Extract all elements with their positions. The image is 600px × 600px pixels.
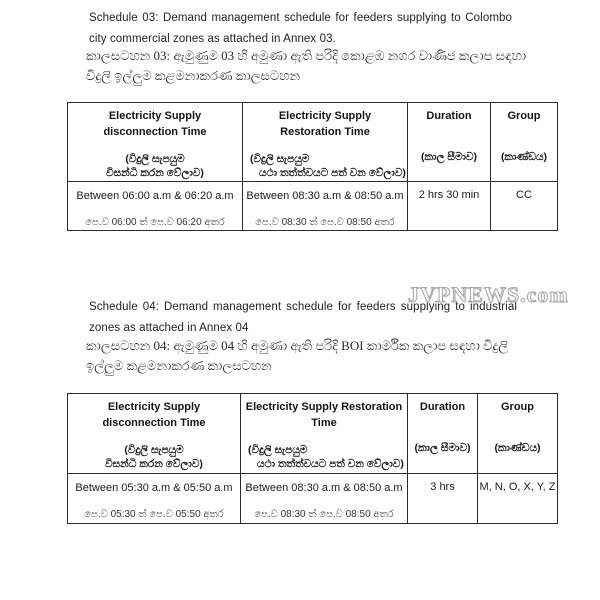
disconnection-title-si-2: විසන්ධි කරන වේලාව) bbox=[105, 458, 203, 470]
schedule04-heading-en: Schedule 04: Demand management schedule for feeders supplying to industrial zones as attached in Annex 04 bbox=[89, 301, 517, 334]
group-title: Group bbox=[501, 401, 534, 413]
disconnection-time-si: පෙ.ව 06:00 ත් පෙ.ව 06:20 අතර bbox=[85, 217, 225, 228]
header-cell-restoration bbox=[241, 394, 408, 474]
group-cell bbox=[478, 474, 558, 524]
disconnection-time-si: පෙ.ව 05:30 ත් පෙ.ව 05:50 අතර bbox=[84, 509, 224, 520]
disconnection-title: Electricity Supply disconnection Time bbox=[103, 110, 207, 138]
duration-cell bbox=[408, 182, 491, 231]
schedule03-data-row bbox=[68, 182, 558, 231]
schedule03-heading-en: Schedule 03: Demand management schedule for feeders supplying to Colombo city commercial zones as attached in Annex 03. bbox=[89, 12, 512, 45]
restoration-title-si-1: (විදුලි සැපයුම bbox=[248, 444, 308, 456]
duration-title: Duration bbox=[419, 401, 466, 413]
disconnection-time-en: Between 06:00 a.m & 06:20 a.m bbox=[76, 190, 234, 202]
duration-title-si: (කාල සීමාව) bbox=[414, 442, 471, 454]
disconnection-title-si-1: (විදුලි සැපයුම bbox=[125, 153, 185, 165]
duration-value: 3 hrs bbox=[430, 481, 455, 493]
group-title-si: (කාණ්ඩය) bbox=[494, 442, 541, 454]
group-cell bbox=[491, 182, 558, 231]
duration-value: 2 hrs 30 min bbox=[418, 189, 480, 201]
disconnection-time-en: Between 05:30 a.m & 05:50 a.m bbox=[75, 482, 233, 494]
disconnection-title-si-2: විසන්ධි කරන වේලාව) bbox=[106, 167, 204, 179]
header-cell-disconnection bbox=[68, 394, 241, 474]
group-title: Group bbox=[507, 110, 541, 122]
schedule04-data-row bbox=[68, 474, 558, 524]
restoration-time-si: පෙ.ව 08:30 ත් පෙ.ව 08:50 අතර bbox=[254, 509, 394, 520]
header-cell-duration bbox=[408, 394, 478, 474]
header-cell-restoration bbox=[243, 103, 408, 182]
schedule03-header-row bbox=[68, 103, 558, 182]
restoration-time-en: Between 08:30 a.m & 08:50 a.m bbox=[246, 190, 404, 202]
restoration-time-si: පෙ.ව 08:30 ත් පෙ.ව 08:50 අතර bbox=[255, 217, 395, 228]
restoration-title: Electricity Supply Restoration Time bbox=[245, 401, 403, 429]
disconnection-time-cell bbox=[68, 182, 243, 231]
schedule03-heading-si: කාලසටහන 03: ඇමුණුම 03 හි අමුණා ඇති පරිදි කොළඹ නගර වාණිජ කලාප සඳහා විදුලි ඉල්ලුම කළමනාකරණ කාලසටහන bbox=[86, 48, 527, 83]
jvpnews-watermark: JVPNEWS.com bbox=[408, 282, 569, 307]
header-cell-duration bbox=[408, 103, 491, 182]
schedule04-table bbox=[67, 393, 558, 524]
header-cell-disconnection bbox=[68, 103, 243, 182]
restoration-time-cell bbox=[241, 474, 408, 524]
duration-title: Duration bbox=[426, 110, 472, 122]
disconnection-time-cell bbox=[68, 474, 241, 524]
restoration-title-si-1: (විදුලි සැපයුම bbox=[250, 153, 310, 165]
group-value: M, N, O, X, Y, Z bbox=[479, 481, 556, 493]
restoration-title-si-2: යථා තත්ත්වයට පත් වන වේලාව) bbox=[259, 167, 406, 179]
header-cell-group bbox=[478, 394, 558, 474]
restoration-title: Electricity Supply Restoration Time bbox=[278, 110, 372, 138]
schedule04-header-row bbox=[68, 394, 558, 474]
disconnection-title-si-1: (විදුලි සැපයුම bbox=[124, 444, 184, 456]
restoration-title-si-2: යථා තත්ත්වයට පත් වන වේලාව) bbox=[257, 458, 404, 470]
group-title-si: (කාණ්ඩය) bbox=[500, 151, 548, 163]
duration-title-si: (කාල සීමාව) bbox=[420, 151, 477, 163]
duration-cell bbox=[408, 474, 478, 524]
restoration-time-en: Between 08:30 a.m & 08:50 a.m bbox=[245, 482, 403, 494]
schedule04-heading-si: කාලසටහන 04: ඇමුණුම 04 හි අමුණා ඇති පරිදි BOI කාර්මික කලාප සඳහා විදුලි ඉල්ලුම කළමනාකරණ කාලසටහන bbox=[86, 338, 509, 373]
group-value: CC bbox=[516, 189, 532, 201]
restoration-time-cell bbox=[243, 182, 408, 231]
header-cell-group bbox=[491, 103, 558, 182]
schedule03-table bbox=[67, 102, 558, 231]
disconnection-title: Electricity Supply disconnection Time bbox=[102, 401, 206, 429]
